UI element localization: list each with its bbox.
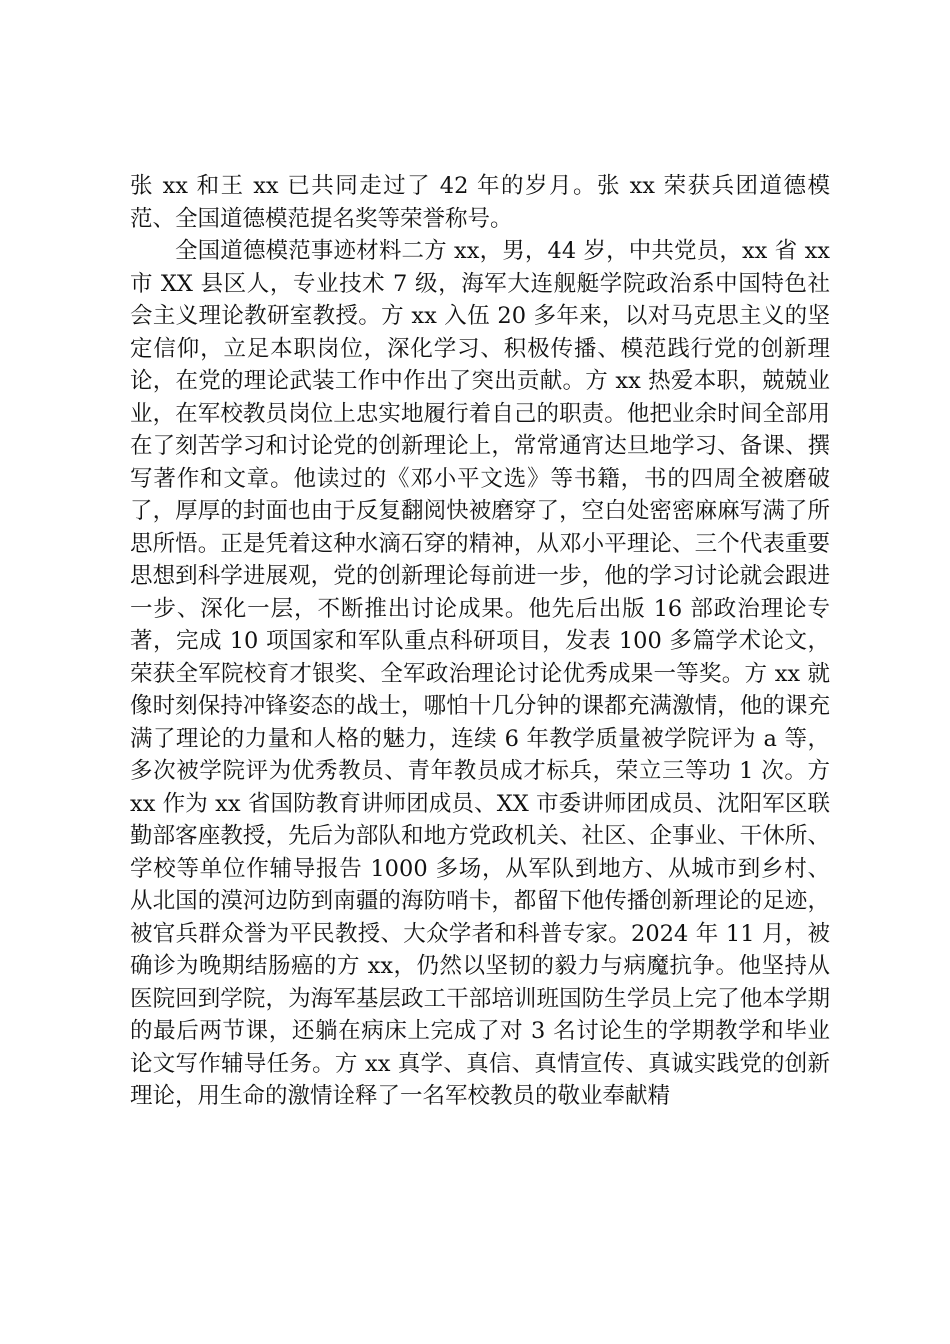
paragraph-model-deeds: 全国道德模范事迹材料二方 xx，男，44 岁，中共党员，xx 省 xx 市 XX 县区人，专业技术 7 级，海军大连舰艇学院政治系中国特色社会主义理论教研室教授。方 xx 入伍 20 多年来，以对马克思主义的坚定信仰，立足本职岗位，深化学习、积极传播、模范践行党的创新理论，在党的理论武装工作中作出了突出贡献。方 xx 热爱本职，兢兢业业，在军校教员岗位上忠实地履行着自己的职责。他把业余时间全部用在了刻苦学习和讨论党的创新理论上，常常通宵达旦地学习、备课、撰写著作和文章。他读过的《邓小平文选》等书籍，书的四周全被磨破了，厚厚的封面也由于反复翻阅快被磨穿了，空白处密密麻麻写满了所思所悟。正是凭着这种水滴石穿的精神，从邓小平理论、三个代表重要思想到科学进展观，党的创新理论每前进一步，他的学习讨论就会跟进一步、深化一层，不断推出讨论成果。他先后出版 16 部政治理论专著，完成 10 项国家和军队重点科研项目，发表 100 多篇学术论文，荣获全军院校育才银奖、全军政治理论讨论优秀成果一等奖。方 xx 就像时刻保持冲锋姿态的战士，哪怕十几分钟的课都充满激情，他的课充满了理论的力量和人格的魅力，连续 6 年教学质量被学院评为 a 等，多次被学院评为优秀教员、青年教员成才标兵，荣立三等功 1 次。方 xx 作为 xx 省国防教育讲师团成员、XX 市委讲师团成员、沈阳军区联勤部客座教授，先后为部队和地方党政机关、社区、企事业、干休所、学校等单位作辅导报告 1000 多场，从军队到地方、从城市到乡村、从北国的漠河边防到南疆的海防哨卡，都留下他传播创新理论的足迹，被官兵群众誉为平民教授、大众学者和科普专家。2024 年 11 月，被确诊为晚期结肠癌的方 xx，仍然以坚韧的毅力与病魔抗争。他坚持从医院回到学院，为海军基层政工干部培训班国防生学员上完了他本学期的最后两节课，还躺在病床上完成了对 3 名讨论生的学期教学和毕业论文写作辅导任务。方 xx 真学、真信、真情宣传、真诚实践党的创新理论，用生命的激情诠释了一名军校教员的敬业奉献精	[130, 238, 830, 1109]
paragraph-continuation: 张 xx 和王 xx 已共同走过了 42 年的岁月。张 xx 荣获兵团道德模范、全国道德模范提名奖等荣誉称号。	[130, 173, 830, 232]
document-body	[130, 170, 830, 1113]
